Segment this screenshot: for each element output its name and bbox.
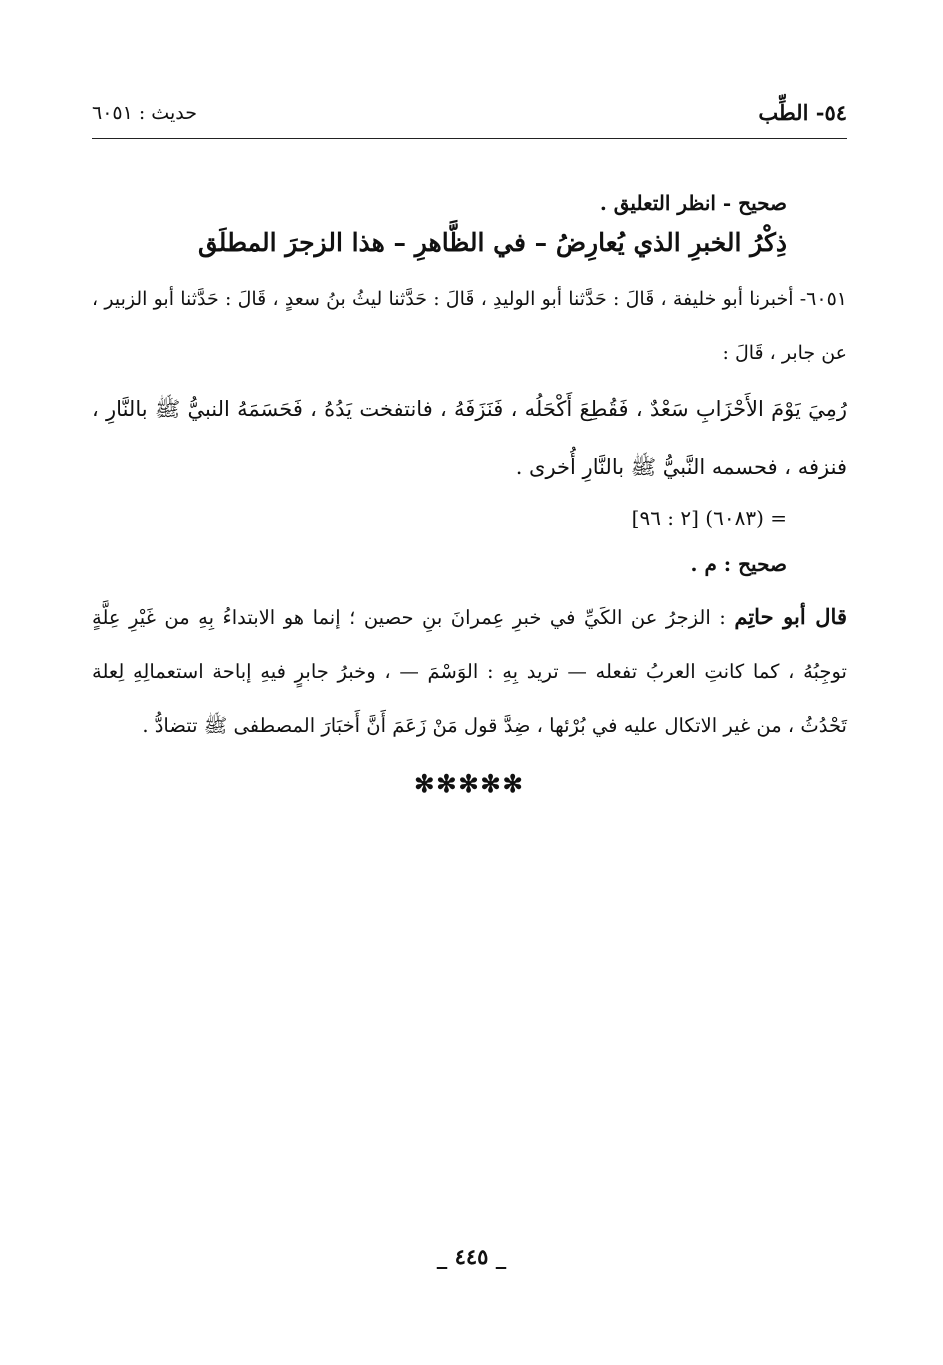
hadith-reference: حديث : ٦٠٥١ [92,102,197,124]
section-separator: ✻✻✻✻✻ [414,769,525,798]
commentary-paragraph [92,590,847,753]
header-divider [92,138,847,139]
page-number: _ ٤٤٥ _ [436,1244,507,1269]
commentary-text: : الزجرُ عن الكَيِّ في خبرِ عِمرانَ بنِ حصين ؛ إنما هو الابتداءُ بِهِ من غَيْرِ عِلَّةٍ توجِبُهُ ، كما كانتِ العربُ تفعله — تريد بِهِ : الوَسْمَ — ، وخبرُ جابرٍ فيهِ إباحة استعمالِهِ لِعلة تَحْدُثُ ، من غير الاتكال عليه في بُرْئها ، ضِدَّ قول مَنْ زَعَمَ أَنَّ أَخبَارَ المصطفى ﷺ تتضادُّ . [92,606,847,737]
grade-note-top: صحيح - انظر التعليق . [599,191,787,215]
section-heading: ذِكْرُ الخبرِ الذي يُعارِضُ – في الظَّاهرِ – هذا الزجرَ المطلَق [197,228,787,257]
cross-reference: = (٦٠٨٣) [٢ : ٩٦] [631,506,787,530]
grade-note-bottom: صحيح : م . [690,552,787,576]
commentary-lead: قال أبو حاتِم [734,604,847,629]
hadith-matn: رُمِيَ يَوْمَ الأَحْزَابِ سَعْدٌ ، فَقُطِعَ أَكْحَلُه ، فَنَزَفَهُ ، فانتفخت يَدُهُ ، فَحَسَمَهُ النبيُّ ﷺ بالنَّارِ ، فنزفه ، فحسمه النَّبيُّ ﷺ بالنَّارِ أُخرى . [92,397,847,479]
hadith-isnad: ٦٠٥١- أخبرنا أبو خليفة ، قَالَ : حَدَّثنا أبو الوليدِ ، قَالَ : حَدَّثنا ليثُ بنُ سعدٍ ، قَالَ : حَدَّثنا أبو الزبير ، عن جابر ، قَالَ : [92,288,847,364]
page-body [92,188,847,798]
running-header [92,100,847,134]
chapter-title: ٥٤- الطِّب [758,100,847,125]
